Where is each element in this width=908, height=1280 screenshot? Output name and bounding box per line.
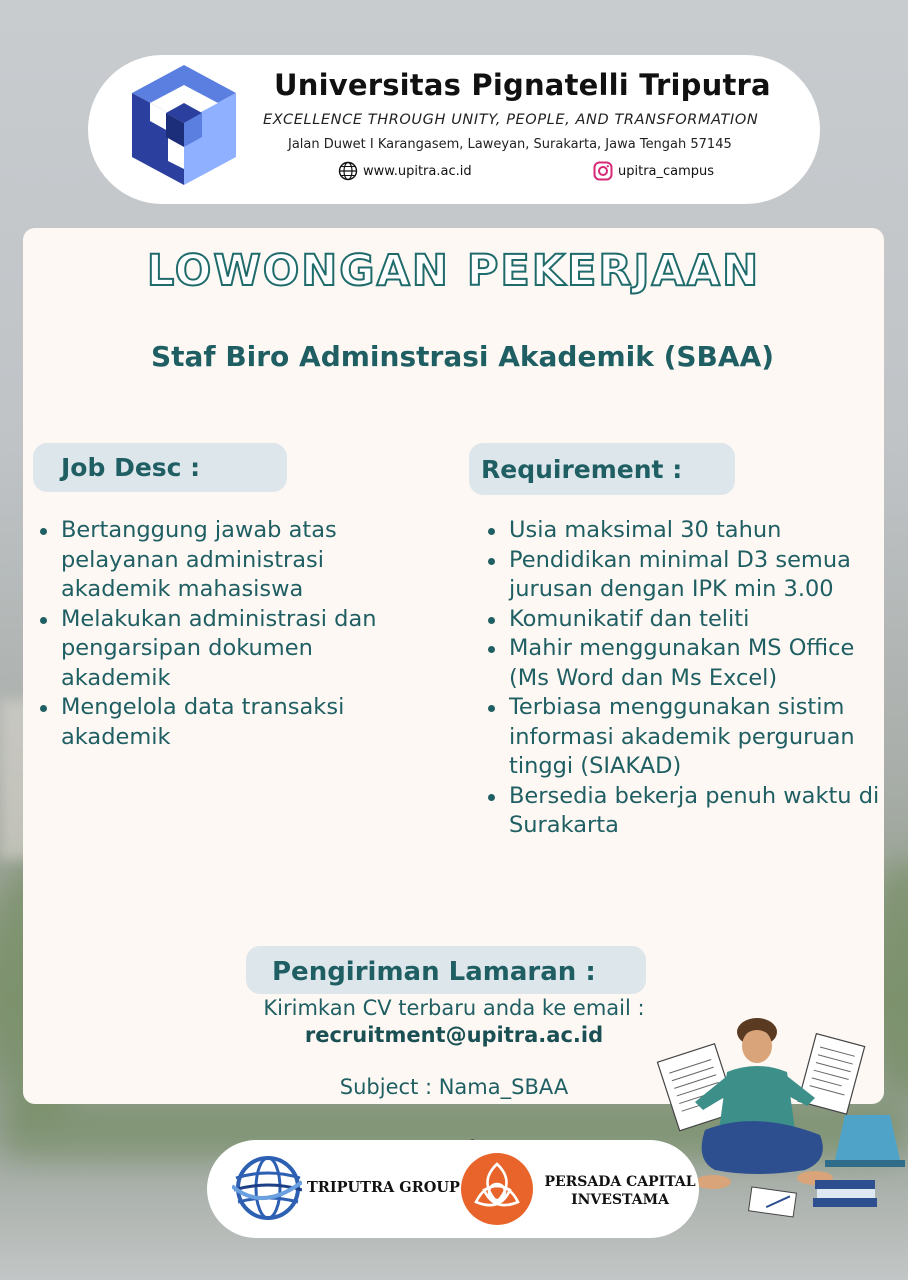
website-text: www.upitra.ac.id	[363, 163, 472, 179]
requirement-item: Terbiasa menggunakan sistim informasi akademik perguruan tinggi (SIAKAD)	[509, 693, 899, 782]
university-name: Universitas Pignatelli Triputra	[274, 68, 771, 102]
job-desc-heading: Job Desc :	[33, 443, 287, 492]
persada-capital-line2: INVESTAMA	[571, 1192, 669, 1208]
requirement-item: Usia maksimal 30 tahun	[509, 516, 899, 546]
application-instruction: Kirimkan CV terbaru anda ke email :	[263, 996, 645, 1020]
website-link[interactable]	[338, 161, 472, 181]
instagram-link[interactable]	[593, 161, 714, 181]
persada-capital-line1: PERSADA CAPITAL	[544, 1174, 696, 1190]
university-logo	[128, 61, 240, 189]
persada-capital-name	[540, 1173, 700, 1209]
application-heading: Pengiriman Lamaran :	[246, 946, 646, 994]
job-desc-item: Bertanggung jawab atas pelayanan administrasi akademik mahasiswa	[61, 516, 421, 605]
position-title: Staf Biro Adminstrasi Akademik (SBAA)	[150, 340, 775, 373]
application-email[interactable]: recruitment@upitra.ac.id	[304, 1023, 604, 1047]
requirement-item: Bersedia bekerja penuh waktu di Surakarta	[509, 782, 899, 841]
requirement-item: Pendidikan minimal D3 semua jurusan dengan IPK min 3.00	[509, 546, 899, 605]
university-tagline: EXCELLENCE THROUGH UNITY, PEOPLE, AND TRANSFORMATION	[263, 112, 759, 128]
instagram-icon	[593, 161, 613, 181]
vacancy-card	[23, 228, 884, 1104]
application-subject: Subject : Nama_SBAA	[339, 1075, 569, 1099]
instagram-handle: upitra_campus	[618, 163, 715, 179]
header-banner	[88, 55, 820, 204]
job-desc-item: Melakukan administrasi dan pengarsipan dokumen akademik	[61, 605, 421, 694]
affiliation-banner	[207, 1140, 699, 1238]
persada-capital-logo	[460, 1152, 534, 1226]
requirement-item: Mahir menggunakan MS Office (Ms Word dan Ms Excel)	[509, 634, 899, 693]
requirement-heading: Requirement :	[469, 443, 735, 495]
triputra-group-name: TRIPUTRA GROUP	[307, 1179, 460, 1196]
job-desc-list	[37, 516, 421, 752]
requirement-item: Komunikatif dan teliti	[509, 605, 899, 635]
requirement-list	[485, 516, 899, 841]
page-title: LOWONGAN PEKERJAAN	[146, 246, 761, 296]
job-desc-item: Mengelola data transaksi akademik	[61, 693, 421, 752]
university-address: Jalan Duwet I Karangasem, Laweyan, Surakarta, Jawa Tengah 57145	[288, 137, 732, 152]
triputra-group-logo	[232, 1152, 302, 1224]
globe-icon	[338, 161, 358, 181]
